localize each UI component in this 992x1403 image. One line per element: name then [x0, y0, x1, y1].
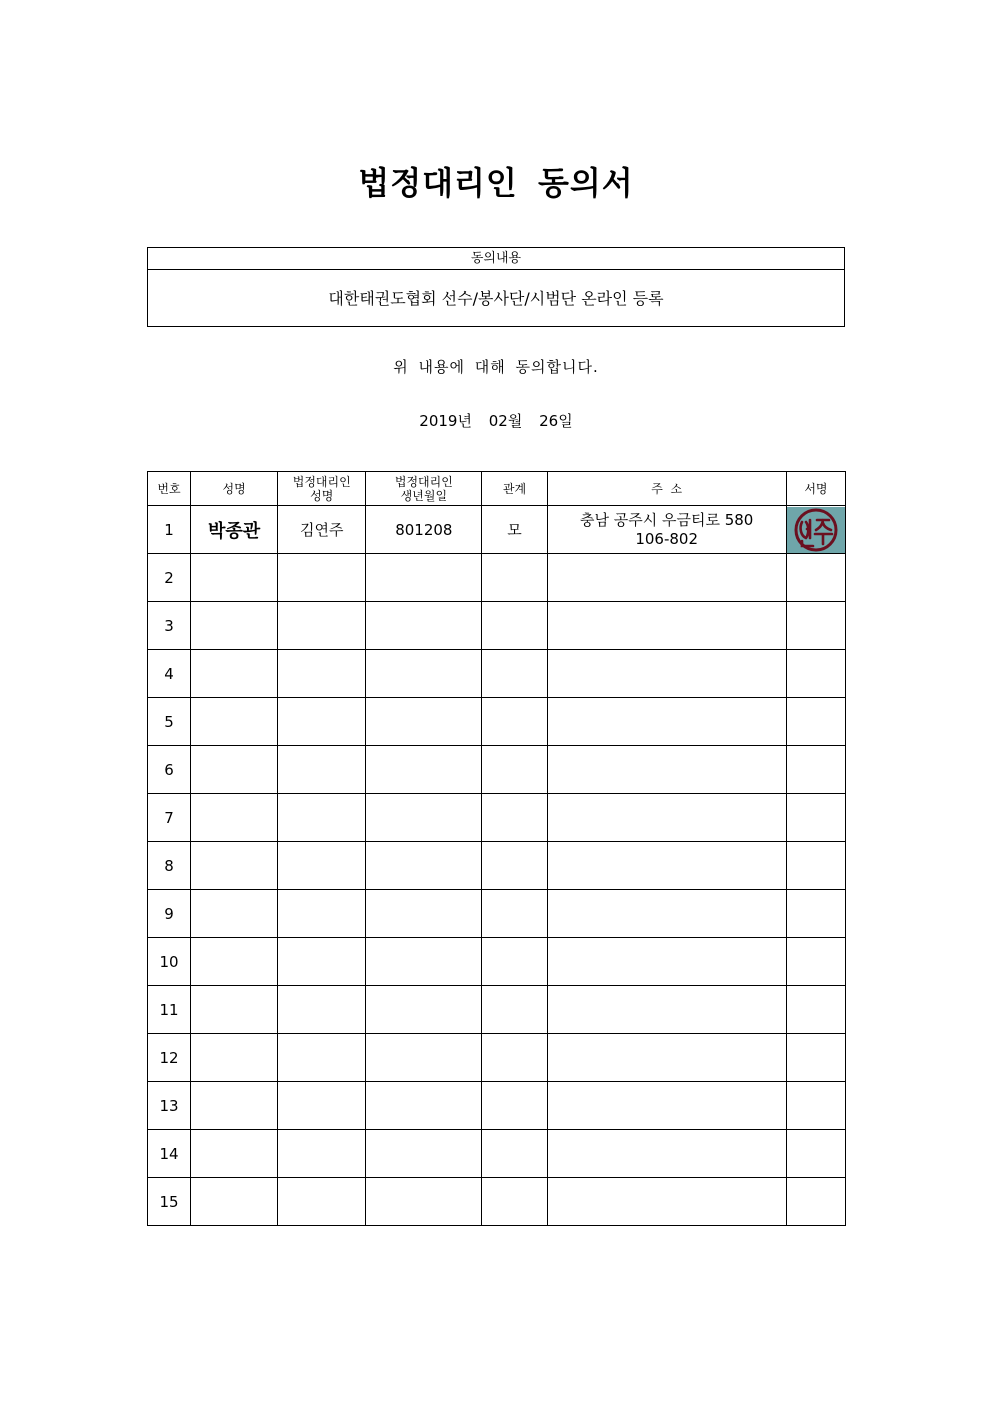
cell-sign [786, 1130, 845, 1178]
table-header-row [148, 472, 846, 506]
date-line [0, 410, 992, 431]
cell-address [547, 890, 786, 938]
cell-rep-birth [366, 842, 482, 890]
cell-rep-birth [366, 1178, 482, 1226]
table-row [148, 602, 846, 650]
cell-rep-birth [366, 698, 482, 746]
cell-name [191, 554, 278, 602]
cell-name [191, 842, 278, 890]
cell-relation [482, 602, 547, 650]
cell-name [191, 794, 278, 842]
cell-rep-name [278, 698, 366, 746]
cell-address [547, 794, 786, 842]
agree-statement: 위 내용에 대해 동의합니다. [393, 358, 599, 376]
cell-sign [786, 650, 845, 698]
header-sign: 서명 [786, 472, 845, 506]
table-row [148, 650, 846, 698]
cell-address-line2: 106-802 [635, 529, 699, 548]
cell-rep-birth [366, 746, 482, 794]
cell-address [547, 698, 786, 746]
cell-address [547, 602, 786, 650]
cell-name [191, 938, 278, 986]
cell-no: 4 [148, 650, 191, 698]
cell-address [547, 1178, 786, 1226]
cell-sign [786, 938, 845, 986]
header-rep-name [278, 472, 366, 506]
header-rep-birth-line1: 법정대리인 [394, 474, 453, 489]
cell-rep-birth [366, 554, 482, 602]
cell-sign [786, 1178, 845, 1226]
header-rep-name-line1: 법정대리인 [292, 474, 351, 489]
cell-rep-birth [366, 602, 482, 650]
table-row [148, 506, 846, 554]
table-row [148, 938, 846, 986]
header-relation: 관계 [482, 472, 547, 506]
header-rep-birth-line2: 생년월일 [400, 488, 448, 503]
cell-no: 5 [148, 698, 191, 746]
cell-rep-birth [366, 1130, 482, 1178]
table-row [148, 1130, 846, 1178]
cell-rep-birth [366, 890, 482, 938]
cell-sign [786, 842, 845, 890]
cell-address [547, 1130, 786, 1178]
table-row [148, 986, 846, 1034]
cell-no: 12 [148, 1034, 191, 1082]
cell-rep-name [278, 1034, 366, 1082]
cell-rep-name [278, 1178, 366, 1226]
cell-address [547, 986, 786, 1034]
table-row [148, 746, 846, 794]
cell-rep-birth [366, 938, 482, 986]
cell-name [191, 602, 278, 650]
header-name: 성명 [191, 472, 278, 506]
cell-rep-name [278, 650, 366, 698]
cell-relation [482, 1082, 547, 1130]
cell-rep-name [278, 1130, 366, 1178]
cell-name [191, 1034, 278, 1082]
cell-rep-name [278, 890, 366, 938]
cell-address [547, 506, 786, 554]
cell-no: 8 [148, 842, 191, 890]
cell-relation [482, 1130, 547, 1178]
cell-relation [482, 1034, 547, 1082]
header-no: 번호 [148, 472, 191, 506]
cell-rep-name [278, 794, 366, 842]
cell-address [547, 938, 786, 986]
cell-name [191, 698, 278, 746]
cell-rep-name [278, 554, 366, 602]
table-row [148, 554, 846, 602]
cell-address [547, 746, 786, 794]
cell-rep-name [278, 938, 366, 986]
cell-sign [786, 554, 845, 602]
cell-no: 9 [148, 890, 191, 938]
cell-sign [786, 698, 845, 746]
cell-sign [786, 506, 845, 554]
table-row [148, 1034, 846, 1082]
cell-relation [482, 554, 547, 602]
cell-rep-name [278, 986, 366, 1034]
table-row [148, 1178, 846, 1226]
cell-rep-name [278, 1082, 366, 1130]
table-row [148, 890, 846, 938]
header-rep-birth [366, 472, 482, 506]
cell-rep-birth [366, 1034, 482, 1082]
cell-sign [786, 602, 845, 650]
cell-address [547, 1082, 786, 1130]
cell-rep-name [278, 842, 366, 890]
cell-no: 2 [148, 554, 191, 602]
cell-relation [482, 842, 547, 890]
cell-relation [482, 650, 547, 698]
date-day: 26일 [539, 412, 573, 430]
cell-rep-birth [366, 794, 482, 842]
cell-sign [786, 794, 845, 842]
cell-address [547, 554, 786, 602]
cell-rep-birth [366, 1082, 482, 1130]
cell-name [191, 1178, 278, 1226]
date-year: 2019년 [419, 412, 472, 430]
table-row [148, 842, 846, 890]
registration-table [147, 471, 846, 1226]
cell-address [547, 1034, 786, 1082]
cell-rep-name [278, 602, 366, 650]
cell-name [191, 1082, 278, 1130]
cell-relation [482, 890, 547, 938]
cell-name [191, 746, 278, 794]
cell-sign [786, 986, 845, 1034]
cell-no: 13 [148, 1082, 191, 1130]
cell-address-line1: 충남 공주시 우금티로 580 [580, 510, 754, 529]
consent-body: 대한태권도협회 선수/봉사단/시범단 온라인 등록 [328, 289, 664, 308]
cell-address [547, 650, 786, 698]
table-row [148, 698, 846, 746]
header-address: 주 소 [547, 472, 786, 506]
cell-no: 1 [148, 506, 191, 554]
cell-relation [482, 794, 547, 842]
signature-seal [787, 507, 845, 553]
consent-box [147, 247, 845, 327]
seal-stamp-icon [793, 508, 839, 552]
cell-sign [786, 746, 845, 794]
cell-relation: 모 [482, 506, 547, 554]
cell-relation [482, 746, 547, 794]
cell-no: 10 [148, 938, 191, 986]
cell-rep-birth [366, 986, 482, 1034]
cell-no: 11 [148, 986, 191, 1034]
cell-relation [482, 938, 547, 986]
cell-name [191, 890, 278, 938]
cell-no: 14 [148, 1130, 191, 1178]
cell-name [191, 650, 278, 698]
cell-sign [786, 1082, 845, 1130]
cell-relation [482, 1178, 547, 1226]
cell-sign [786, 890, 845, 938]
cell-rep-name [278, 746, 366, 794]
table-row [148, 1082, 846, 1130]
cell-rep-birth: 801208 [366, 506, 482, 554]
table-row [148, 794, 846, 842]
cell-no: 15 [148, 1178, 191, 1226]
cell-name: 박종관 [191, 506, 278, 554]
consent-header: 동의내용 [148, 248, 844, 270]
cell-no: 6 [148, 746, 191, 794]
cell-sign [786, 1034, 845, 1082]
cell-name [191, 986, 278, 1034]
cell-no: 3 [148, 602, 191, 650]
cell-name [191, 1130, 278, 1178]
cell-relation [482, 698, 547, 746]
header-rep-name-line2: 성명 [310, 488, 334, 503]
date-month: 02월 [488, 412, 523, 430]
page-title: 법정대리인 동의서 [358, 164, 634, 202]
cell-rep-birth [366, 650, 482, 698]
cell-relation [482, 986, 547, 1034]
cell-rep-name: 김연주 [278, 506, 366, 554]
cell-address [547, 842, 786, 890]
cell-no: 7 [148, 794, 191, 842]
